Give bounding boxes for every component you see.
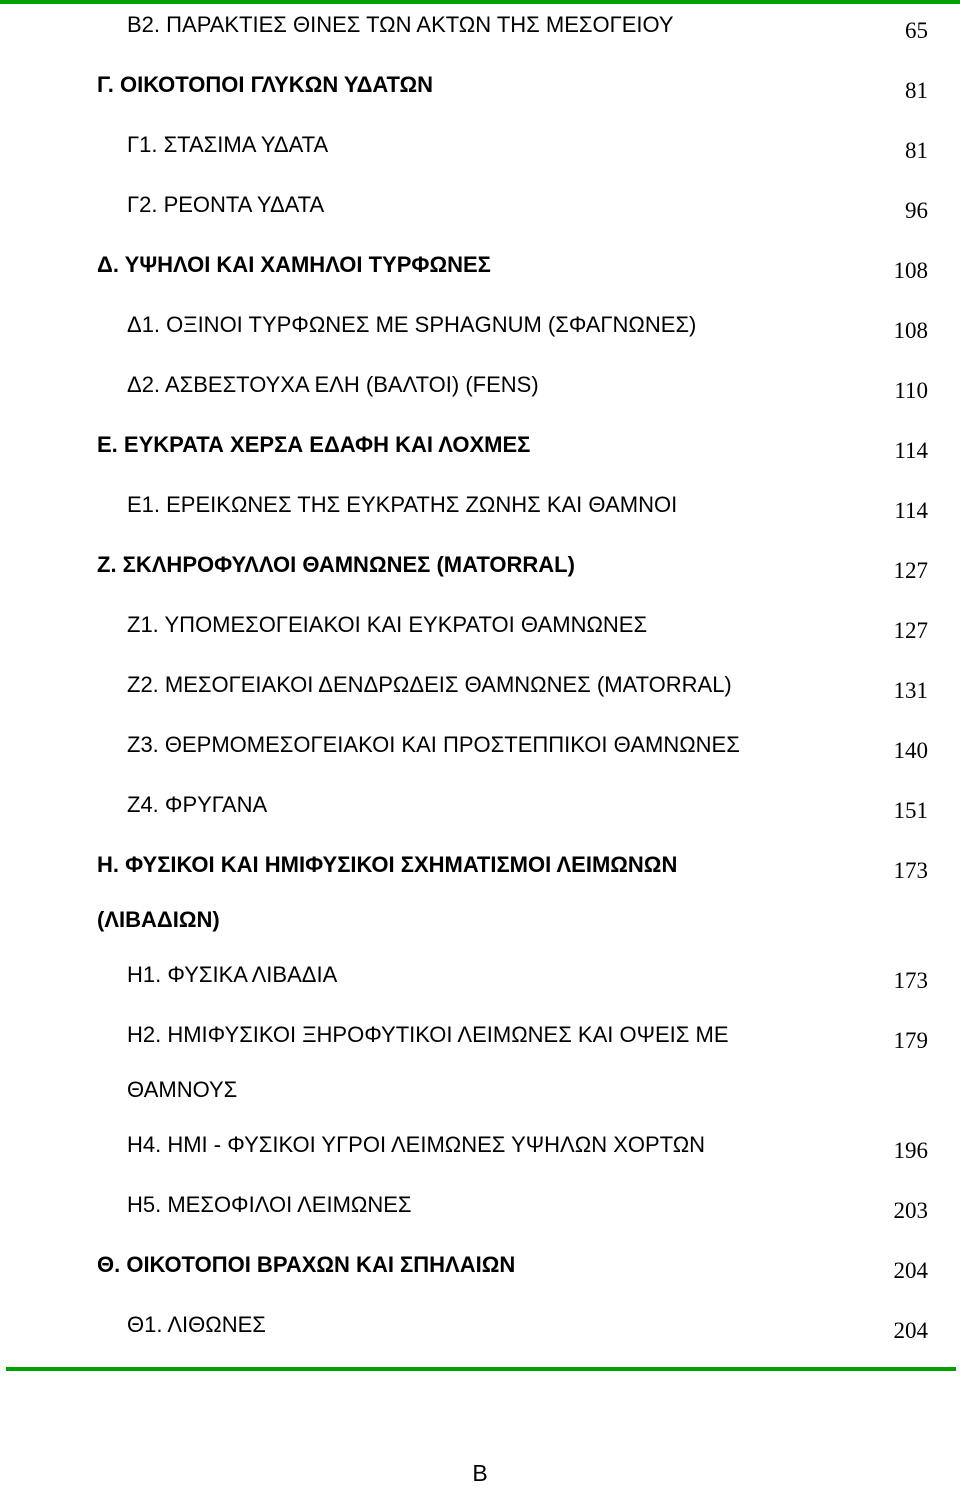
toc-entry-page: 151	[893, 798, 928, 823]
toc-entry[interactable]	[0, 10, 960, 43]
toc-entry-page: 96	[905, 198, 928, 223]
toc-entry[interactable]	[0, 130, 960, 163]
toc-entry-page: 114	[894, 438, 928, 463]
toc-entry[interactable]	[0, 370, 960, 403]
toc-entry-title: Δ2. ΑΣΒΕΣΤΟΥΧΑ ΕΛΗ (ΒΑΛΤΟΙ) (FENS)	[127, 372, 539, 397]
toc-entry-title: Η4. ΗΜΙ - ΦΥΣΙΚΟΙ ΥΓΡΟΙ ΛΕΙΜΩΝΕΣ ΥΨΗΛΩΝ ΧΟΡΤΩΝ	[127, 1132, 706, 1157]
toc-entry-title: Ζ. ΣΚΛΗΡΟΦΥΛΛΟΙ ΘΑΜΝΩΝΕΣ (MATORRAL)	[97, 552, 575, 577]
toc-entry[interactable]	[0, 1250, 960, 1283]
toc-entry-title: Ε1. ΕΡΕΙΚΩΝΕΣ ΤΗΣ ΕΥΚΡΑΤΗΣ ΖΩΝΗΣ ΚΑΙ ΘΑΜΝΟΙ	[127, 492, 678, 517]
toc-entry-title: Η1. ΦΥΣΙΚΑ ΛΙΒΑΔΙΑ	[127, 962, 338, 987]
toc-entry-title: Η5. ΜΕΣΟΦΙΛΟΙ ΛΕΙΜΩΝΕΣ	[127, 1192, 412, 1217]
toc-entry[interactable]	[0, 190, 960, 223]
toc-entry-page: 179	[893, 1028, 928, 1053]
toc-entry[interactable]	[0, 550, 960, 583]
toc-entry-page: 108	[893, 258, 928, 283]
toc-entry[interactable]	[0, 670, 960, 703]
toc-entry-title: Ε. ΕΥΚΡΑΤΑ ΧΕΡΣΑ ΕΔΑΦΗ ΚΑΙ ΛΟΧΜΕΣ	[97, 432, 531, 457]
toc-entry[interactable]	[0, 960, 960, 993]
top-rule	[0, 0, 960, 4]
toc-entry-title: Γ. ΟΙΚΟΤΟΠΟΙ ΓΛΥΚΩΝ ΥΔΑΤΩΝ	[97, 72, 434, 97]
toc-entry-title: Γ2. ΡΕΟΝΤΑ ΥΔΑΤΑ	[127, 192, 325, 217]
toc-entry-page: 204	[893, 1318, 928, 1343]
toc-entry-page: 140	[893, 738, 928, 763]
toc-entry-title: Δ. ΥΨΗΛΟΙ ΚΑΙ ΧΑΜΗΛΟΙ ΤΥΡΦΩΝΕΣ	[97, 252, 491, 277]
toc-entry-title: (ΛΙΒΑΔΙΩΝ)	[97, 907, 220, 932]
toc-entry[interactable]	[0, 70, 960, 103]
toc-entry-page: 173	[893, 858, 928, 883]
toc-entry-continuation	[0, 905, 960, 935]
toc-entry-page: 127	[893, 558, 928, 583]
toc-entry-title: Ζ3. ΘΕΡΜΟΜΕΣΟΓΕΙΑΚΟΙ ΚΑΙ ΠΡΟΣΤΕΠΠΙΚΟΙ ΘΑΜΝΩΝΕΣ	[127, 732, 740, 757]
toc-entry[interactable]	[0, 430, 960, 463]
toc-entry[interactable]	[0, 1310, 960, 1343]
toc-entry-title: Θ1. ΛΙΘΩΝΕΣ	[127, 1312, 266, 1337]
toc-entry-page: 81	[905, 78, 928, 103]
toc-entry[interactable]	[0, 250, 960, 283]
toc-entry[interactable]	[0, 730, 960, 763]
toc-entry-page: 108	[893, 318, 928, 343]
toc-entry[interactable]	[0, 610, 960, 643]
toc-entry-page: 127	[893, 618, 928, 643]
toc-entry-continuation	[0, 1075, 960, 1105]
toc-entry[interactable]	[0, 490, 960, 523]
toc-entry-page: 173	[893, 968, 928, 993]
toc-entry-title: Ζ1. ΥΠΟΜΕΣΟΓΕΙΑΚΟΙ ΚΑΙ ΕΥΚΡΑΤΟΙ ΘΑΜΝΩΝΕΣ	[127, 612, 648, 637]
toc-entry-title: Ζ4. ΦΡΥΓΑΝΑ	[127, 792, 268, 817]
toc-entry-page: 196	[893, 1138, 928, 1163]
toc-entry-title: Δ1. ΟΞΙΝΟΙ ΤΥΡΦΩΝΕΣ ΜΕ SPHAGNUM (ΣΦΑΓΝΩΝΕΣ)	[127, 312, 697, 337]
toc-entry-title: Η2. ΗΜΙΦΥΣΙΚΟΙ ΞΗΡΟΦΥΤΙΚΟΙ ΛΕΙΜΩΝΕΣ ΚΑΙ ΟΨΕΙΣ ΜΕ	[127, 1022, 729, 1047]
bottom-rule	[6, 1367, 956, 1371]
toc-entry-title: Β2. ΠΑΡΑΚΤΙΕΣ ΘΙΝΕΣ ΤΩΝ ΑΚΤΩΝ ΤΗΣ ΜΕΣΟΓΕΙΟΥ	[127, 12, 674, 37]
toc-entry-title: Θ. ΟΙΚΟΤΟΠΟΙ ΒΡΑΧΩΝ ΚΑΙ ΣΠΗΛΑΙΩΝ	[97, 1252, 516, 1277]
toc-entry[interactable]	[0, 1020, 960, 1053]
page-number: B	[472, 1460, 488, 1486]
toc-entry[interactable]	[0, 310, 960, 343]
toc-entry-page: 110	[894, 378, 928, 403]
toc-entry-page: 131	[893, 678, 928, 703]
toc-entry[interactable]	[0, 1130, 960, 1163]
toc-entry-title: Γ1. ΣΤΑΣΙΜΑ ΥΔΑΤΑ	[127, 132, 329, 157]
toc-entry-page: 203	[893, 1198, 928, 1223]
toc-entry-page: 204	[893, 1258, 928, 1283]
toc-entry-title: ΘΑΜΝΟΥΣ	[127, 1077, 238, 1102]
toc-entry-title: Η. ΦΥΣΙΚΟΙ ΚΑΙ ΗΜΙΦΥΣΙΚΟΙ ΣΧΗΜΑΤΙΣΜΟΙ ΛΕΙΜΩΝΩΝ	[97, 852, 678, 877]
toc-entry[interactable]	[0, 850, 960, 883]
toc-entry-page: 81	[905, 138, 928, 163]
toc-entry-page: 65	[905, 18, 928, 43]
toc-entry[interactable]	[0, 790, 960, 823]
toc-entry-page: 114	[894, 498, 928, 523]
toc-entry[interactable]	[0, 1190, 960, 1223]
toc-entry-title: Ζ2. ΜΕΣΟΓΕΙΑΚΟΙ ΔΕΝΔΡΩΔΕΙΣ ΘΑΜΝΩΝΕΣ (MATORRAL)	[127, 672, 732, 697]
